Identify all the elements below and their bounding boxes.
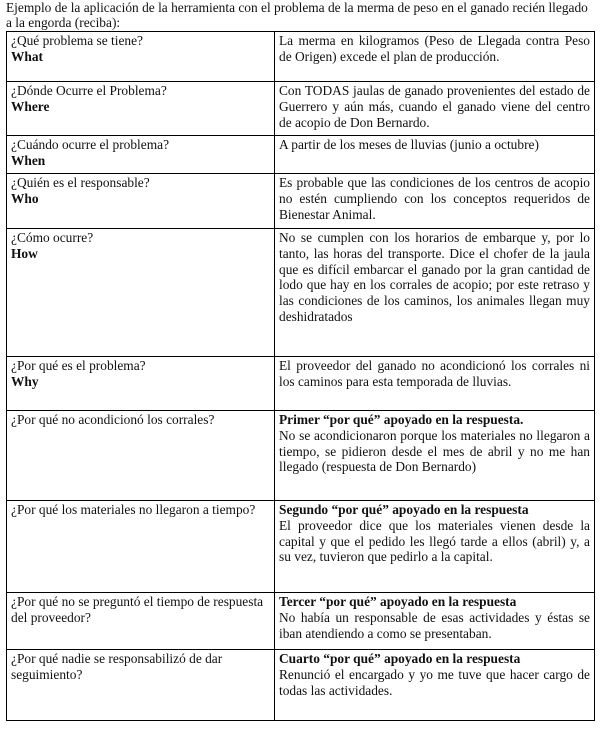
answer-cell [275, 229, 595, 357]
answer-cell [275, 32, 595, 82]
table-row-what [7, 32, 595, 82]
answer-text: No había un responsable de esas actividades y éstas se iban atendiendo a como se presentaban. [279, 609, 590, 641]
answer-cell [275, 411, 595, 501]
question-text: ¿Por qué nadie se responsabilizó de dar seguimiento? [11, 651, 223, 682]
question-cell [7, 82, 275, 136]
answer-heading: Tercer “por qué” apoyado en la respuesta [279, 594, 517, 609]
answer-cell [275, 357, 595, 411]
answer-text: Con TODAS jaulas de ganado provenientes del estado de Guerrero y aún más, cuando el ganado viene del centro de acopio de Don Bernardo. [279, 83, 590, 130]
table-row-first-why [7, 411, 595, 501]
question-text: ¿Por qué no se preguntó el tiempo de respuesta del proveedor? [11, 594, 264, 625]
answer-cell [275, 136, 595, 174]
question-cell [7, 593, 275, 650]
answer-text: El proveedor dice que los materiales vienen desde la capital y que el pedido les llegó tarde a ellos (abril) y, a su vez, tuvieron que pedirlo a la capital. [279, 517, 590, 565]
answer-text: No se acondicionaron porque los materiales no llegaron a tiempo, se pidieron desde el mes de abril y no me han llegado (respuesta de Don Bernardo) [279, 427, 590, 475]
answer-heading: Primer “por qué” apoyado en la respuesta. [279, 412, 524, 427]
five-whys-table [6, 31, 595, 721]
question-tag: Where [11, 98, 50, 114]
question-cell [7, 650, 275, 721]
question-text: ¿Dónde Ocurre el Problema? [11, 83, 167, 98]
question-tag: When [11, 152, 46, 168]
intro-text: Ejemplo de la aplicación de la herramienta con el problema de la merma de peso en el ganado recién llegado a la engorda (reciba): [6, 0, 588, 30]
table-row-second-why [7, 501, 595, 593]
question-cell [7, 32, 275, 82]
answer-cell [275, 174, 595, 229]
question-cell [7, 229, 275, 357]
question-cell [7, 357, 275, 411]
answer-text: Es probable que las condiciones de los centros de acopio no estén cumpliendo con los conceptos requeridos de Bienestar Animal. [279, 175, 590, 222]
answer-heading: Cuarto “por qué” apoyado en la respuesta [279, 651, 521, 666]
question-tag: Why [11, 373, 39, 389]
answer-text: No se cumplen con los horarios de embarque y, por lo tanto, las horas del transporte. Dice el chofer de la jaula que es difícil embarcar el ganado por la gran cantidad de lodo que hay en los corrales de acopio; por este retraso y las condiciones de los caminos, los animales llegan muy deshidratados [279, 230, 590, 324]
answer-cell [275, 82, 595, 136]
answer-text: El proveedor del ganado no acondicionó los corrales ni los caminos para esta temporada de lluvias. [279, 358, 590, 389]
table-row-who [7, 174, 595, 229]
answer-cell [275, 501, 595, 593]
question-text: ¿Por qué los materiales no llegaron a tiempo? [11, 502, 256, 517]
table-row-how [7, 229, 595, 357]
answer-text: Renunció el encargado y yo me tuve que hacer cargo de todas las actividades. [279, 666, 590, 698]
answer-heading: Segundo “por qué” apoyado en la respuesta [279, 502, 529, 517]
table-row-why [7, 357, 595, 411]
question-cell [7, 174, 275, 229]
table-row-when [7, 136, 595, 174]
question-tag: What [11, 48, 43, 64]
question-tag: How [11, 245, 38, 261]
question-text: ¿Por qué es el problema? [11, 358, 146, 373]
question-cell [7, 411, 275, 501]
answer-cell [275, 593, 595, 650]
question-text: ¿Cuándo ocurre el problema? [11, 137, 170, 152]
answer-text: La merma en kilogramos (Peso de Llegada contra Peso de Origen) excede el plan de producción. [279, 33, 590, 64]
table-row-where [7, 82, 595, 136]
question-text: ¿Cómo ocurre? [11, 230, 94, 245]
question-text: ¿Qué problema se tiene? [11, 33, 143, 48]
answer-text: A partir de los meses de lluvias (junio a octubre) [279, 137, 539, 152]
question-text: ¿Por qué no acondicionó los corrales? [11, 412, 215, 427]
table-row-fourth-why [7, 650, 595, 721]
question-cell [7, 136, 275, 174]
question-cell [7, 501, 275, 593]
question-tag: Who [11, 190, 39, 206]
table-row-third-why [7, 593, 595, 650]
answer-cell [275, 650, 595, 721]
question-text: ¿Quién es el responsable? [11, 175, 150, 190]
